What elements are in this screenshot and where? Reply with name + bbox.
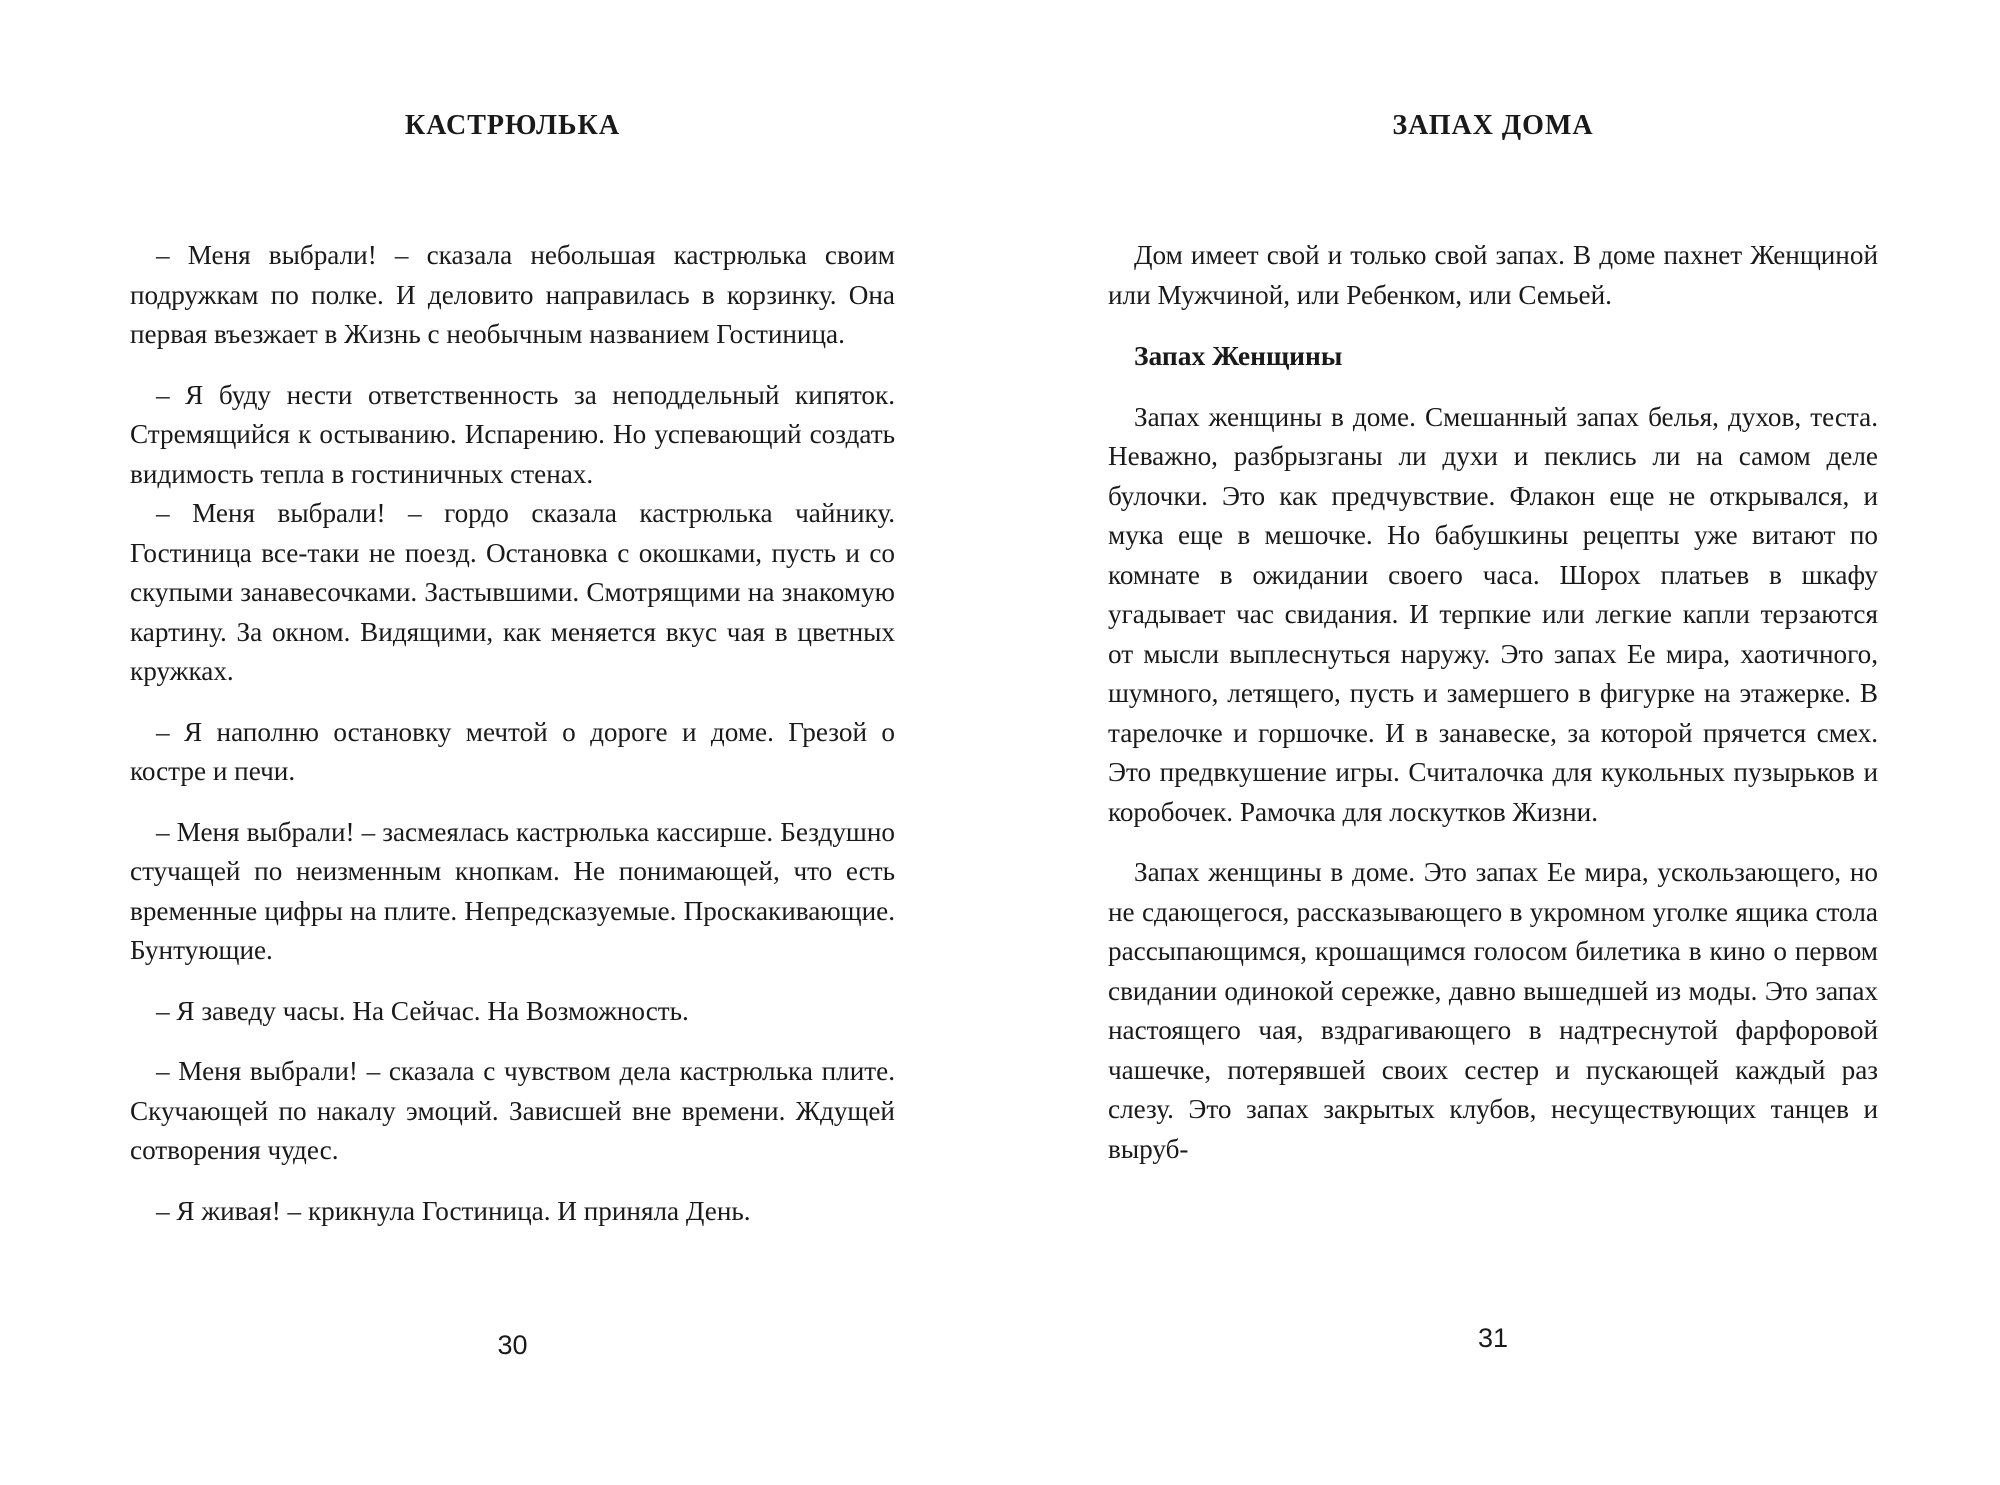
left-page [130,0,895,1485]
paragraph: – Я заведу часы. На Сейчас. На Возможность. [156,995,689,1026]
paragraph: – Я буду нести ответственность за неподдельный кипяток. Стремящийся к остыванию. Испарению. Но успевающий создать видимость тепла в гостиничных стенах. [130,379,895,489]
left-page-text [130,236,895,1252]
chapter-title-right: ЗАПАХ ДОМА [1392,110,1594,141]
paragraph: – Меня выбрали! – сказала небольшая кастрюлька своим подружкам по полке. И деловито направилась в корзинку. Она первая въезжает в Жизнь с необычным названием Гостиница. [130,240,895,349]
right-page-text [1108,236,1878,1190]
intro-paragraph: Дом имеет свой и только свой запах. В доме пахнет Женщиной или Мужчиной, или Ребенком, или Семьей. [1108,240,1878,310]
section-subheading: Запах Женщины [1134,340,1343,371]
paragraph: – Меня выбрали! – сказала с чувством дела кастрюлька плите. Скучающей по накалу эмоций. Зависшей вне времени. Ждущей сотворения чудес. [130,1056,895,1165]
page-number-right: 31 [1477,1323,1509,1353]
chapter-title-left: КАСТРЮЛЬКА [404,110,621,141]
paragraph: – Я живая! – крикнула Гостиница. И приняла День. [156,1195,751,1226]
page-number-left: 30 [497,1330,528,1360]
paragraph: – Меня выбрали! – гордо сказала кастрюлька чайнику. Гостиница все-таки не поезд. Остановка с окошками, пусть и со скупыми занавесочками. Застывшими. Смотрящими на знакомую картину. За окном. Видящими, как меняется вкус чая в цветных кружках. [130,498,895,686]
paragraph: Запах женщины в доме. Это запах Ее мира, ускользающего, но не сдающегося, рассказывающего в укромном уголке ящика стола рассыпающимся, крошащимся голосом билетика в кино о первом свидании одинокой сережке, давно вышедшей из моды. Это запах настоящего чая, вздрагивающего в надтреснутой фарфоровой чашечке, потерявшей своих сестер и пускающей каждый раз слезу. Это запах закрытых клубов, несуществующих танцев и выруб- [1108,857,1878,1164]
paragraph: – Меня выбрали! – засмеялась кастрюлька кассирше. Бездушно стучащей по неизменным кнопкам. Не понимающей, что есть временные цифры на плите. Непредсказуемые. Проскакивающие. Бунтующие. [130,816,895,965]
paragraph: – Я наполню остановку мечтой о дороге и доме. Грезой о костре и печи. [130,716,895,786]
paragraph: Запах женщины в доме. Смешанный запах белья, духов, теста. Неважно, разбрызганы ли духи и пеклись ли на самом деле булочки. Это как предчувствие. Флакон еще не открывался, и мука еще в мешочке. Но бабушкины рецепты уже витают по комнате в ожидании своего часа. Шорох платьев в шкафу угадывает час свидания. И терпкие или легкие капли терзаются от мысли выплеснуться наружу. Это запах Ее мира, хаотичного, шумного, летящего, пусть и замершего в фигурке на этажерке. В тарелочке и горшочке. И в занавеске, за которой прячется смех. Это предвкушение игры. Считалочка для кукольных пузырьков и коробочек. Рамочка для лоскутков Жизни. [1108,401,1878,827]
right-page [1108,0,1878,1485]
